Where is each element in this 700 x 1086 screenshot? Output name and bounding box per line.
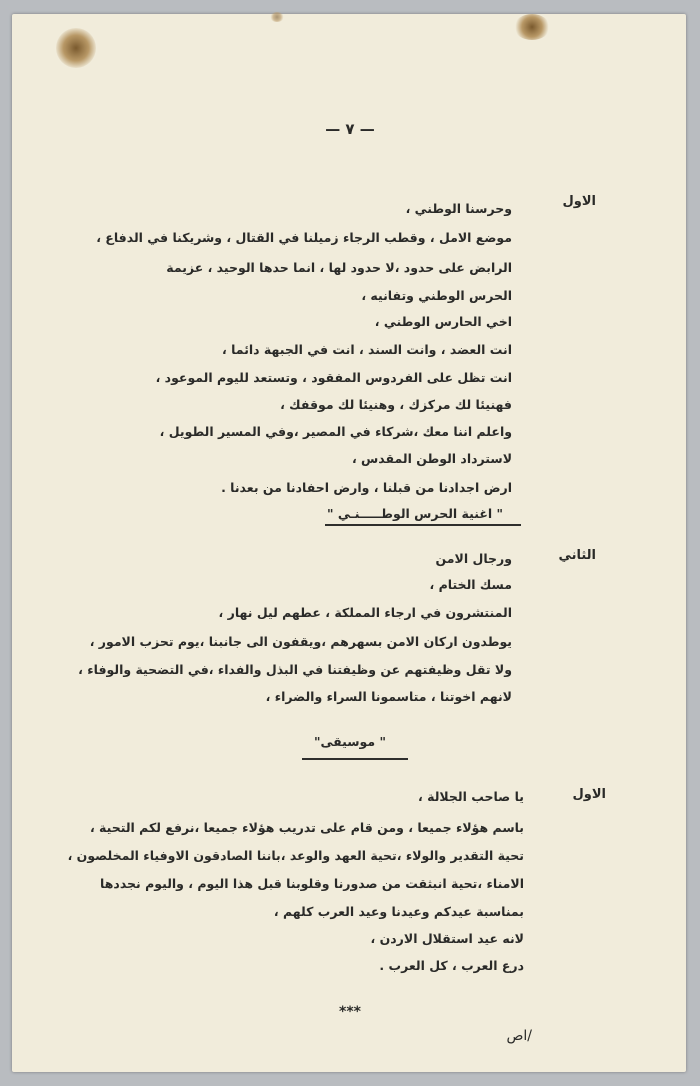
footer-mark: /اص xyxy=(506,1028,532,1044)
caption-underline xyxy=(325,524,521,526)
text-line: يوطدون اركان الامن بسهرهم ،ويقفون الى جانبنا ،يوم تحزب الامور ، xyxy=(89,634,512,649)
text-line: درع العرب ، كل العرب . xyxy=(379,958,524,973)
text-line: انت تظل على الفردوس المفقود ، وتستعد لليوم الموعود ، xyxy=(155,370,512,385)
text-line: لاسترداد الوطن المقدس ، xyxy=(351,451,512,466)
text-line: ارض اجدادنا من قبلنا ، وارض احفادنا من بعدنا . xyxy=(221,480,512,495)
text-line: مسك الختام ، xyxy=(429,577,512,592)
burn-stain-top-center xyxy=(270,12,284,22)
text-line: اخي الحارس الوطني ، xyxy=(374,314,512,329)
text-line: المنتشرون في ارجاء المملكة ، عطهم ليل نهار ، xyxy=(218,605,512,620)
burn-stain-top-right xyxy=(514,14,550,40)
speaker-label-2: الثاني xyxy=(558,548,596,563)
text-line: يا صاحب الجلالة ، xyxy=(418,789,524,804)
page-number: — ٧ — xyxy=(325,120,375,138)
caption-underline xyxy=(302,758,408,760)
speaker-label-1: الاول xyxy=(562,194,596,209)
text-line: فهنيئا لك مركزك ، وهنيئا لك موقفك ، xyxy=(280,397,512,412)
text-line: الامناء ،تحية انبثقت من صدورنا وقلوبنا قبل هذا اليوم ، واليوم نجددها xyxy=(100,876,524,891)
text-line: الحرس الوطني وتفانيه ، xyxy=(361,288,512,303)
text-line: ورجال الامن xyxy=(435,551,512,566)
text-line: تحية التقدير والولاء ،تحية العهد والوعد ،باننا الصادقون الاوفياء المخلصون ، xyxy=(67,848,524,863)
text-line: موضع الامل ، وقطب الرجاء زميلنا في القتال ، وشريكنا في الدفاع ، xyxy=(96,230,512,245)
burn-stain-top-left xyxy=(56,28,96,68)
end-mark: *** xyxy=(339,1004,361,1020)
text-line: انت العضد ، وانت السند ، انت في الجبهة دائما ، xyxy=(222,342,512,357)
text-line: لانه عيد استقلال الاردن ، xyxy=(370,931,524,946)
text-line: واعلم اننا معك ،شركاء في المصير ،وفي المسير الطويل ، xyxy=(159,424,512,439)
text-line: وحرسنا الوطني ، xyxy=(405,201,512,216)
section-caption: " اغنية الحرس الوطـــــنـي " xyxy=(326,506,504,521)
text-line: ولا تقل وظيفتهم عن وظيفتنا في البذل والفداء ،في التضحية والوفاء ، xyxy=(78,662,512,677)
text-line: بمناسبة عيدكم وعيدنا وعيد العرب كلهم ، xyxy=(273,904,524,919)
text-line: لانهم اخوتنا ، متاسمونا السراء والضراء ، xyxy=(265,689,512,704)
speaker-label-3: الاول xyxy=(572,787,606,802)
text-line: باسم هؤلاء جميعا ، ومن قام على تدريب هؤلاء جميعا ،نرفع لكم التحية ، xyxy=(89,820,524,835)
section-caption: "موسيقى " xyxy=(313,734,386,749)
text-line: الرابض على حدود ،لا حدود لها ، انما حدها الوحيد ، عزيمة xyxy=(166,260,512,275)
